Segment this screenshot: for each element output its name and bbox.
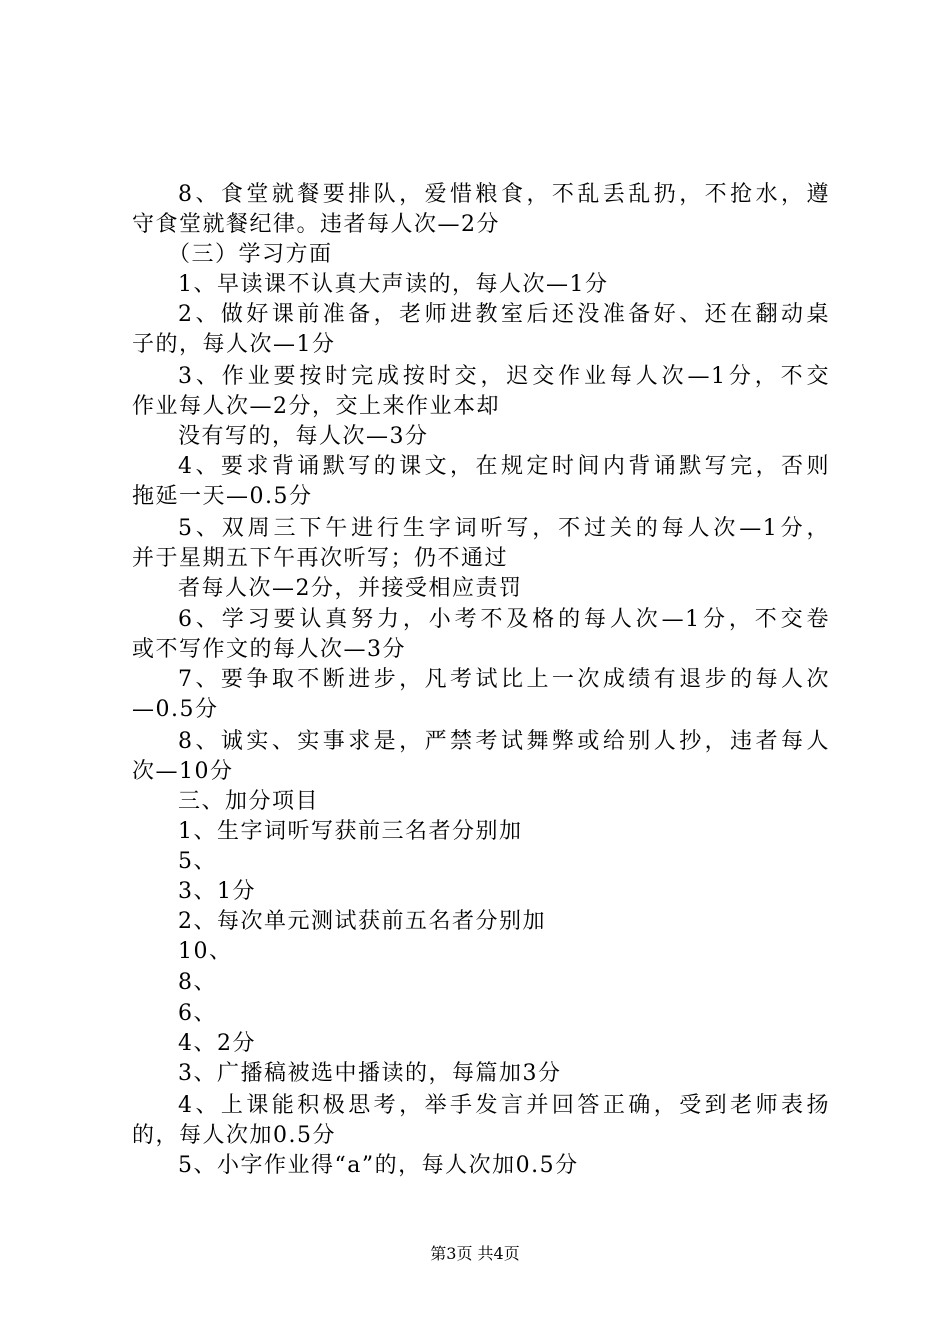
paragraph-line: 4、2分 [178,1031,256,1056]
paragraph-line: —0.5分 [132,697,219,722]
paragraph-line: 1、早读课不认真大声读的，每人次—1分 [178,272,609,297]
section-heading: （三）学习方面 [168,242,333,267]
paragraph-line: 3、广播稿被选中播读的，每篇加3分 [178,1061,562,1086]
paragraph-line: 4、要求背诵默写的课文，在规定时间内背诵默写完，否则 [178,454,830,479]
paragraph-line: 的，每人次加0.5分 [132,1123,336,1148]
paragraph-line: 4、上课能积极思考，举手发言并回答正确，受到老师表扬 [178,1093,830,1118]
paragraph-line: 8、诚实、实事求是，严禁考试舞弊或给别人抄，违者每人 [178,729,830,754]
paragraph-line: 6、学习要认真努力，小考不及格的每人次—1分，不交卷 [178,607,830,632]
paragraph-line: 3、1分 [178,879,256,904]
paragraph-line: 6、 [178,1001,217,1026]
paragraph-line: 8、 [178,970,217,995]
paragraph-line: 子的，每人次—1分 [132,332,336,357]
paragraph-line: 5、 [178,849,217,874]
paragraph-line: 10、 [178,939,233,964]
paragraph-line: 或不写作文的每人次—3分 [132,637,406,662]
paragraph-line: 1、生字词听写获前三名者分别加 [178,819,523,844]
paragraph-line: 5、双周三下午进行生字词听写，不过关的每人次—1分， [178,516,830,541]
paragraph-line: 守食堂就餐纪律。违者每人次—2分 [132,212,500,237]
paragraph-line: 拖延一天—0.5分 [132,484,313,509]
paragraph-line: 2、做好课前准备，老师进教室后还没准备好、还在翻动桌 [178,302,830,327]
paragraph-line: 作业每人次—2分，交上来作业本却 [132,394,500,419]
section-heading: 三、加分项目 [178,789,320,814]
paragraph-line: 并于星期五下午再次听写；仍不通过 [132,546,509,571]
paragraph-line: 者每人次—2分，并接受相应责罚 [178,576,523,601]
paragraph-line: 3、作业要按时完成按时交，迟交作业每人次—1分，不交 [178,364,830,389]
paragraph-line: 8、食堂就餐要排队，爱惜粮食，不乱丢乱扔，不抢水，遵 [178,182,830,207]
paragraph-line: 没有写的，每人次—3分 [178,424,429,449]
page-number-footer: 第3页 共4页 [430,1244,520,1263]
paragraph-line: 2、每次单元测试获前五名者分别加 [178,909,546,934]
paragraph-line: 次—10分 [132,759,234,784]
paragraph-line: 5、小字作业得“a”的，每人次加0.5分 [178,1153,579,1178]
paragraph-line: 7、要争取不断进步，凡考试比上一次成绩有退步的每人次 [178,667,830,692]
